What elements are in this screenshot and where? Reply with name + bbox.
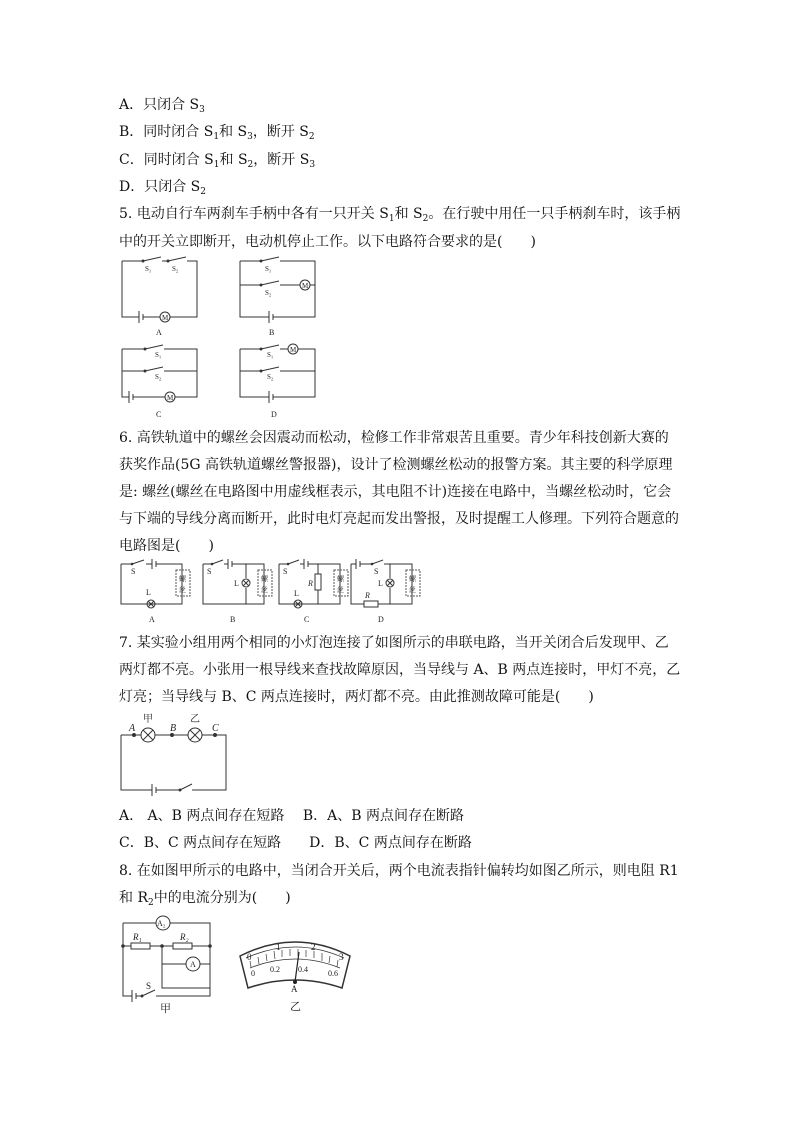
svg-text:1: 1 <box>276 942 281 952</box>
svg-text:乙: 乙 <box>190 714 200 725</box>
svg-text:S: S <box>374 567 379 576</box>
svg-text:S₂: S₂ <box>267 373 274 381</box>
svg-text:S₁: S₁ <box>265 265 272 273</box>
svg-text:S₁: S₁ <box>145 265 152 273</box>
q7-stem-line1: 7. 某实验小组用两个相同的小灯泡连接了如图所示的串联电路，当开关闭合后发现甲、乙 <box>119 635 669 651</box>
svg-text:L: L <box>234 579 239 588</box>
svg-text:B: B <box>269 328 275 337</box>
svg-text:M: M <box>302 282 309 290</box>
q4-option-d: D．只闭合 $S_2$ <box>119 179 206 197</box>
svg-text:S: S <box>283 567 288 576</box>
svg-text:丝: 丝 <box>179 586 186 594</box>
q6-stem-line1: 6. 高铁轨道中的螺丝会因震动而松动，检修工作非常艰苦且重要。青少年科技创新大赛的 <box>119 430 669 446</box>
q7-options-row1: A. A、B 两点间存在短路 B．A、B 两点间存在断路 <box>119 808 464 824</box>
svg-text:丝: 丝 <box>409 586 416 594</box>
svg-text:S₂: S₂ <box>172 265 179 273</box>
q5-circuit-b <box>240 257 315 337</box>
q6-circuit-d <box>351 559 420 624</box>
q4-option-c: C．同时闭合 $S_1$和 $S_2$，断开 $S_3$ <box>119 152 316 170</box>
q5-stem-line2: 中的开关立即断开，电动机停止工作。以下电路符合要求的是( ) <box>119 234 536 250</box>
svg-text:0.2: 0.2 <box>270 965 280 974</box>
svg-text:B: B <box>170 723 177 734</box>
q6-circuit-figures <box>118 560 418 626</box>
svg-text:乙: 乙 <box>290 1001 301 1013</box>
svg-text:C: C <box>304 615 310 624</box>
q5-circuit-d <box>240 344 315 419</box>
svg-text:S: S <box>131 567 136 576</box>
svg-text:3: 3 <box>339 952 344 962</box>
svg-text:螺: 螺 <box>261 575 268 583</box>
svg-text:L: L <box>146 588 151 597</box>
svg-text:A₂: A₂ <box>157 919 166 928</box>
svg-text:S₁: S₁ <box>267 351 274 359</box>
svg-text:R₁: R₁ <box>133 932 142 942</box>
q4-option-a: A．只闭合 $S_3$ <box>119 97 205 115</box>
q5-circuit-c <box>122 345 197 419</box>
svg-text:R: R <box>308 579 313 588</box>
svg-text:螺: 螺 <box>409 575 416 583</box>
svg-text:C: C <box>212 723 219 734</box>
svg-text:丝: 丝 <box>337 586 344 594</box>
q7-circuit-figure <box>118 712 238 796</box>
svg-text:甲: 甲 <box>143 714 153 725</box>
q4-option-b: B．同时闭合 $S_1$和 $S_3$，断开 $S_2$ <box>119 124 315 142</box>
svg-text:丝: 丝 <box>261 586 268 594</box>
svg-text:S₂: S₂ <box>155 373 162 381</box>
svg-text:M: M <box>162 314 169 322</box>
q7-stem-line3: 灯亮；当导线与 B、C 两点连接时，两灯都不亮。由此推测故障可能是( ) <box>119 689 594 705</box>
svg-text:M: M <box>290 346 297 354</box>
q8-stem-line1: 8. 在如图甲所示的电路中，当闭合开关后，两个电流表指针偏转均如图乙所示，则电阻 R1 <box>119 863 679 879</box>
svg-text:R: R <box>365 591 370 600</box>
svg-text:螺: 螺 <box>337 575 344 583</box>
q5-stem-line1: 5. 电动自行车两刹车手柄中各有一只开关 $S_1$和 $S_2$。在行驶中用任一只手柄刹车时，该手柄 <box>119 206 681 224</box>
svg-text:B: B <box>230 615 236 624</box>
svg-text:S: S <box>207 567 212 576</box>
svg-text:L: L <box>294 589 299 598</box>
q6-stem-line4: 与下端的导线分离而断开，此时电灯亮起而发出警报，及时提醒工人修理。下列符合题意的 <box>119 511 679 527</box>
svg-text:0.4: 0.4 <box>298 965 308 974</box>
svg-text:A: A <box>156 328 162 337</box>
svg-text:L: L <box>378 579 383 588</box>
svg-text:A: A <box>190 960 196 969</box>
svg-text:R₂: R₂ <box>180 932 189 942</box>
q5-circuit-figures <box>115 255 325 425</box>
svg-text:S: S <box>146 981 152 991</box>
q6-circuit-a <box>121 559 190 624</box>
q6-stem-line3: 是: 螺丝(螺丝在电路图中用虚线框表示，其电阻不计)连接在电路中，当螺丝松动时，它会 <box>119 484 672 500</box>
svg-text:0.6: 0.6 <box>328 969 338 978</box>
svg-text:C: C <box>156 410 162 419</box>
svg-text:0: 0 <box>247 952 252 962</box>
q8-circuit-jia <box>118 912 218 1016</box>
svg-text:螺: 螺 <box>179 575 186 583</box>
q6-stem-line2: 获奖作品(5G 高铁轨道螺丝警报器)，设计了检测螺丝松动的报警方案。其主要的科学原理 <box>119 457 673 473</box>
q5-circuit-a <box>122 257 197 337</box>
svg-text:甲: 甲 <box>160 1003 171 1015</box>
q8-stem-line2: 和 $R_2$中的电流分别为( ) <box>119 890 291 908</box>
svg-text:M: M <box>167 394 174 402</box>
svg-text:S₂: S₂ <box>265 289 272 297</box>
svg-text:D: D <box>378 615 384 624</box>
q6-circuit-b <box>203 559 272 624</box>
svg-text:S₁: S₁ <box>155 351 162 359</box>
q8-ammeter-yi <box>238 938 358 1022</box>
svg-text:A: A <box>129 723 136 734</box>
q6-circuit-c <box>279 559 348 624</box>
svg-text:D: D <box>271 410 277 419</box>
svg-text:0: 0 <box>251 969 255 978</box>
svg-text:2: 2 <box>311 942 316 952</box>
svg-text:A: A <box>149 615 155 624</box>
svg-text:A: A <box>291 984 298 994</box>
q7-options-row2: C．B、C 两点间存在短路 D．B、C 两点间存在断路 <box>119 835 472 851</box>
q6-stem-line5: 电路图是( ) <box>119 538 214 554</box>
q7-stem-line2: 两灯都不亮。小张用一根导线来查找故障原因，当导线与 A、B 两点连接时，甲灯不亮，乙 <box>119 662 681 678</box>
